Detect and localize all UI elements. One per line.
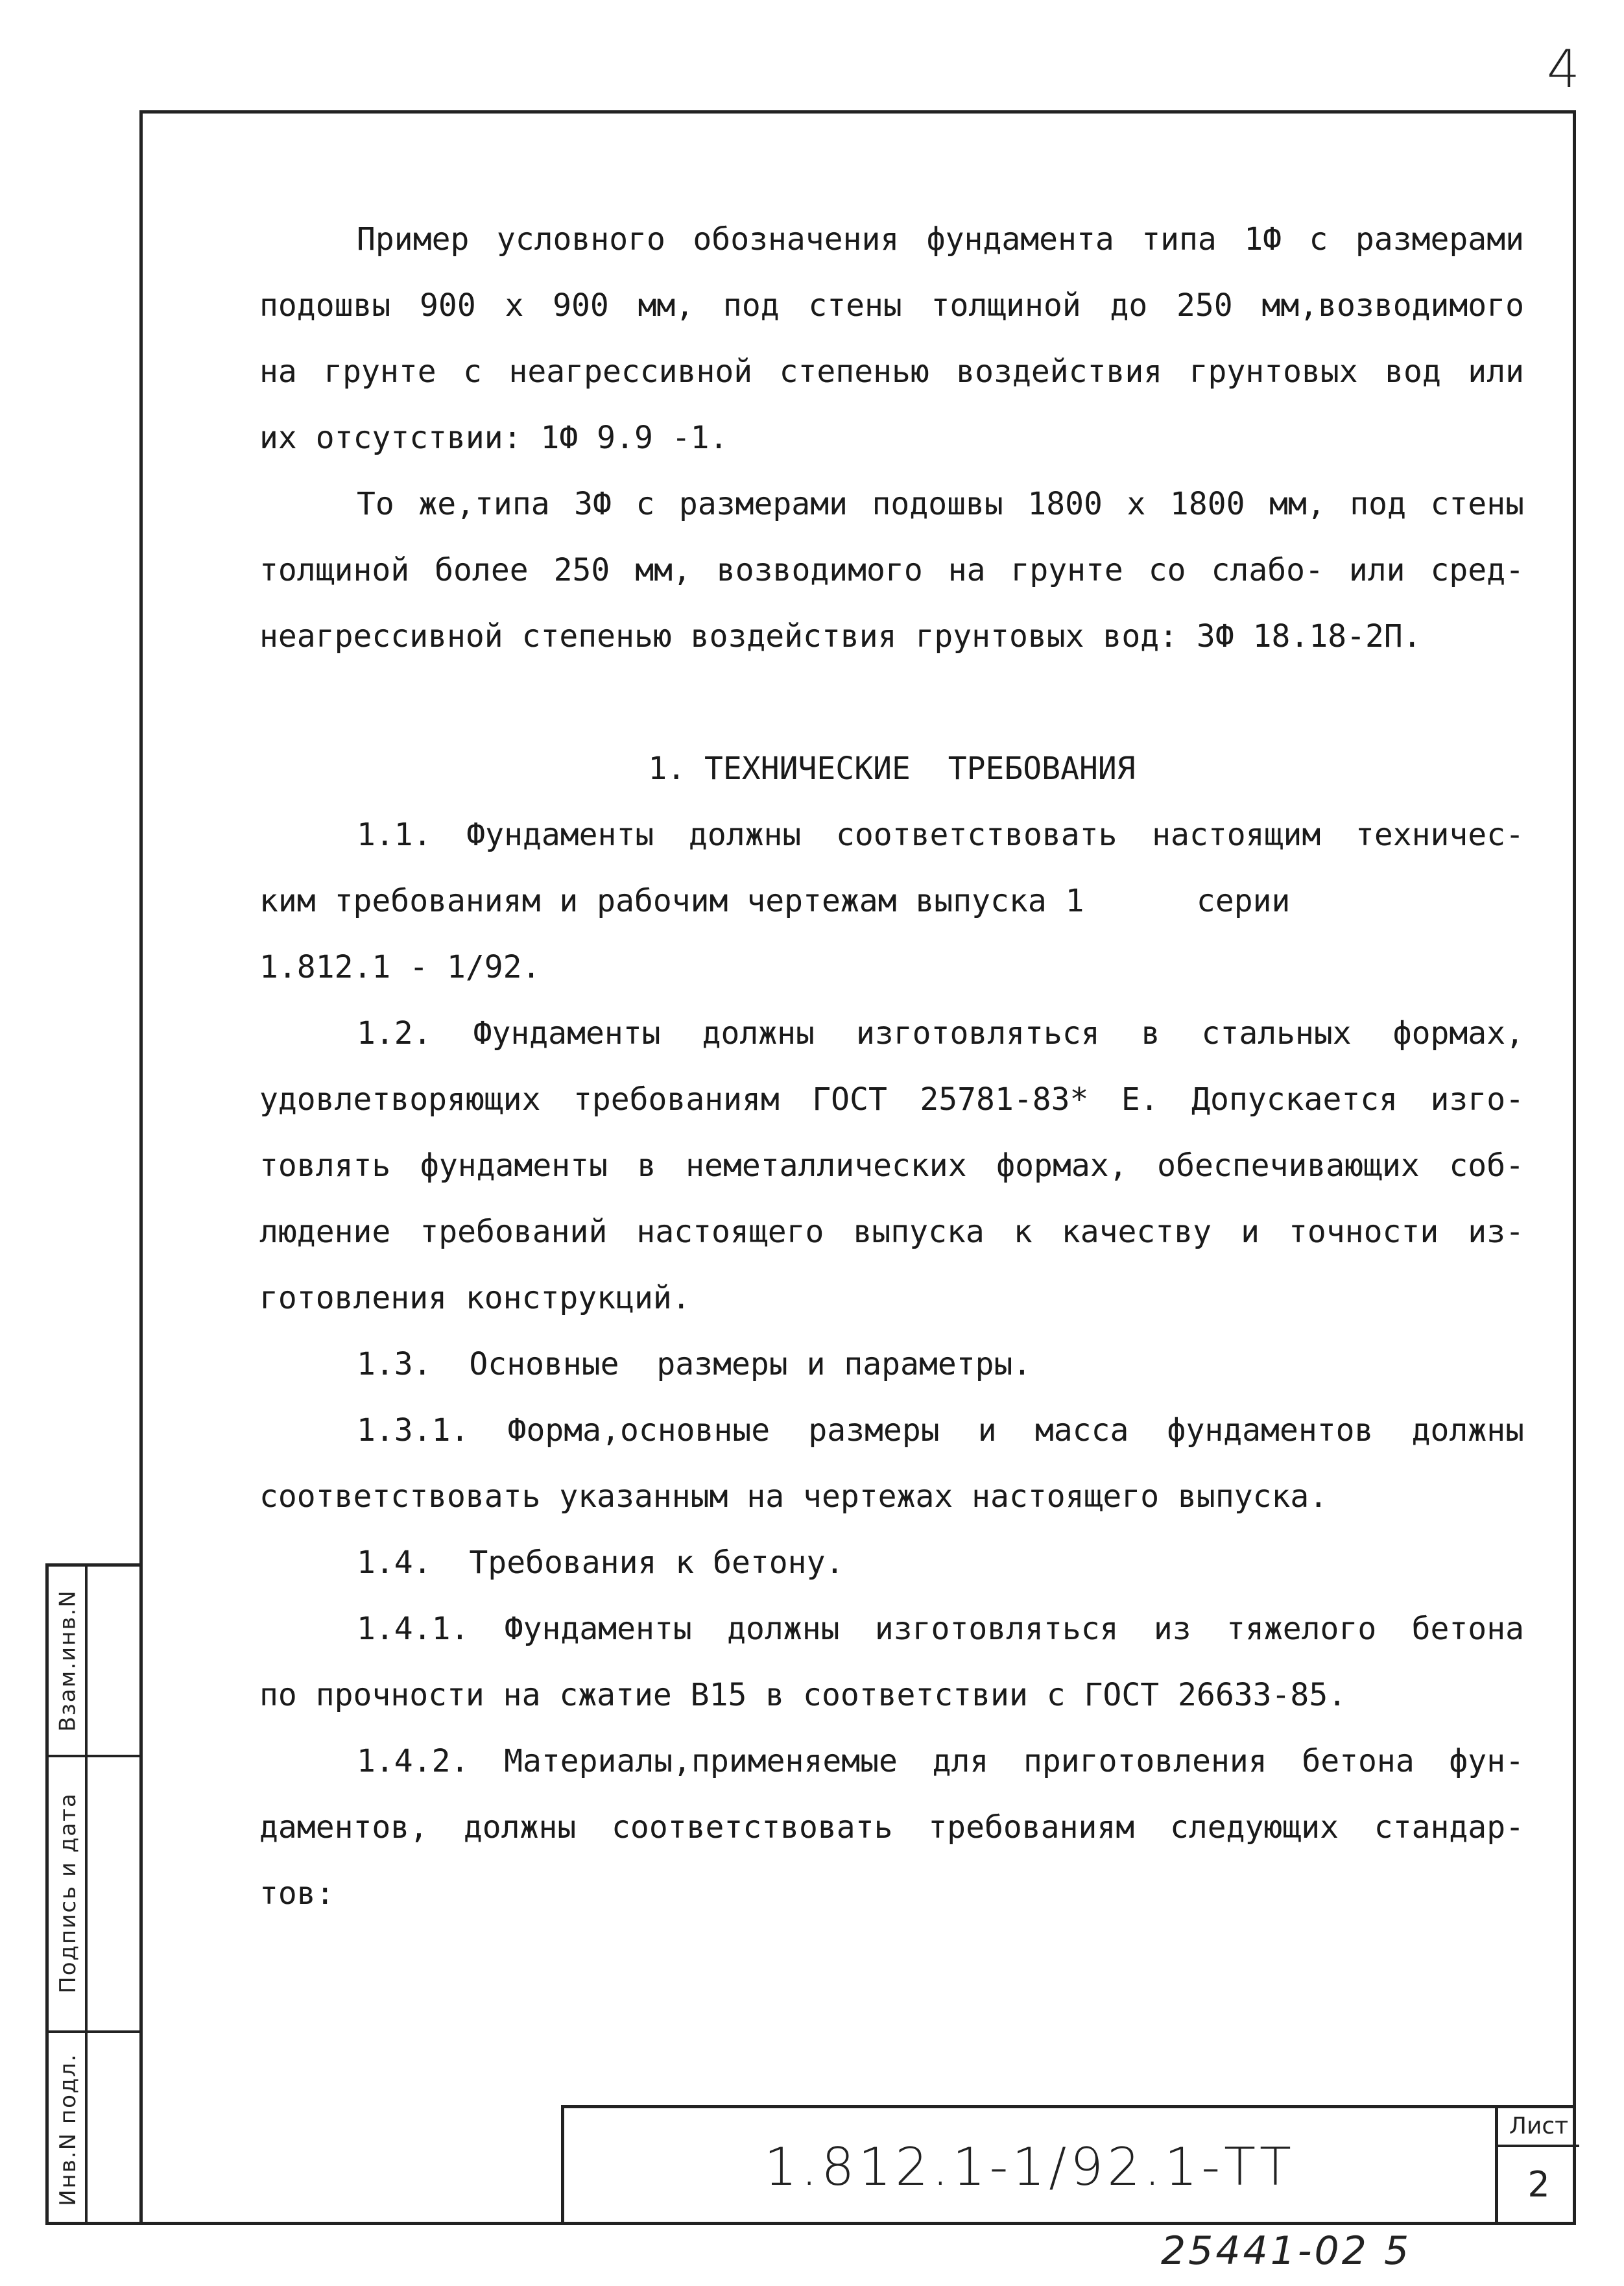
paragraph-line: Пример условного обозначения фундамента типа 1Ф с размерами — [357, 221, 1524, 258]
paragraph-line: на грунте с неагрессивной степенью воздействия грунтовых вод или — [259, 354, 1524, 390]
paragraph-line: неагрессивной степенью воздействия грунтовых вод: 3Ф 18.18-2П. — [259, 618, 1422, 655]
paragraph-line: людение требований настоящего выпуска к качеству и точности из- — [259, 1214, 1524, 1250]
paragraph-line: 1.1. Фундаменты должны соответствовать настоящим техничес- — [357, 817, 1524, 853]
paragraph-line: То же,типа 3Ф с размерами подошвы 1800 х 1800 мм, под стены — [357, 486, 1524, 522]
paragraph-line: 1.3. Основные размеры и параметры. — [357, 1346, 1032, 1382]
sheet-label: Лист — [1498, 2108, 1579, 2147]
archive-code: 25441-02 5 — [1161, 2228, 1412, 2274]
paragraph-line: подошвы 900 х 900 мм, под стены толщиной до 250 мм,возводимого — [259, 287, 1524, 324]
paragraph-line: по прочности на сжатие В15 в соответствии с ГОСТ 26633-85. — [259, 1677, 1347, 1713]
paragraph-line: 1.3.1. Форма,основные размеры и масса фундаментов должны — [357, 1412, 1524, 1449]
paragraph-line: удовлетворяющих требованиям ГОСТ 25781-83* Е. Допускается изго- — [259, 1081, 1524, 1118]
paragraph-line: 1.2. Фундаменты должны изготовляться в стальных формах, — [357, 1015, 1524, 1052]
stamp-label-original-inventory: Инв.N подл. — [55, 2052, 82, 2206]
stamp-label-signature-date: Подпись и дата — [55, 1792, 82, 1993]
paragraph-line: готовления конструкций. — [259, 1280, 691, 1316]
sheet-number: 2 — [1527, 2164, 1550, 2205]
paragraph-line: 1.4.1. Фундаменты должны изготовляться из тяжелого бетона — [357, 1611, 1524, 1647]
paragraph-line: толщиной более 250 мм, возводимого на грунте со слабо- или сред- — [259, 552, 1524, 588]
paragraph-line: соответствовать указанным на чертежах настоящего выпуска. — [259, 1478, 1328, 1515]
stamp-label-replacement: Взам.инв.N — [55, 1589, 81, 1732]
page-number: 4 — [1547, 39, 1580, 99]
sheet-cell — [1495, 2108, 1579, 2225]
document-designation: 1.812.1-1/92.1-ТТ — [764, 2136, 1295, 2197]
paragraph-line: ким требованиям и рабочим чертежам выпуска 1 серии — [259, 883, 1291, 919]
document-body — [259, 206, 1524, 1927]
paragraph-line: 1.4. Требования к бетону. — [357, 1545, 844, 1581]
section-heading: 1. ТЕХНИЧЕСКИЕ ТРЕБОВАНИЯ — [648, 751, 1136, 787]
paragraph-line: их отсутствии: 1Ф 9.9 -1. — [259, 420, 728, 456]
paragraph-line: даментов, должны соответствовать требованиям следующих стандар- — [259, 1809, 1524, 1846]
paragraph-line: тов: — [259, 1875, 335, 1912]
margin-stamp — [45, 1563, 139, 2225]
paragraph-line: 1.4.2. Материалы,применяемые для приготовления бетона фун- — [357, 1743, 1524, 1779]
paragraph-line: товлять фундаменты в неметаллических формах, обеспечивающих соб- — [259, 1148, 1524, 1184]
paragraph-line: 1.812.1 - 1/92. — [259, 949, 541, 985]
title-block — [561, 2105, 1576, 2225]
